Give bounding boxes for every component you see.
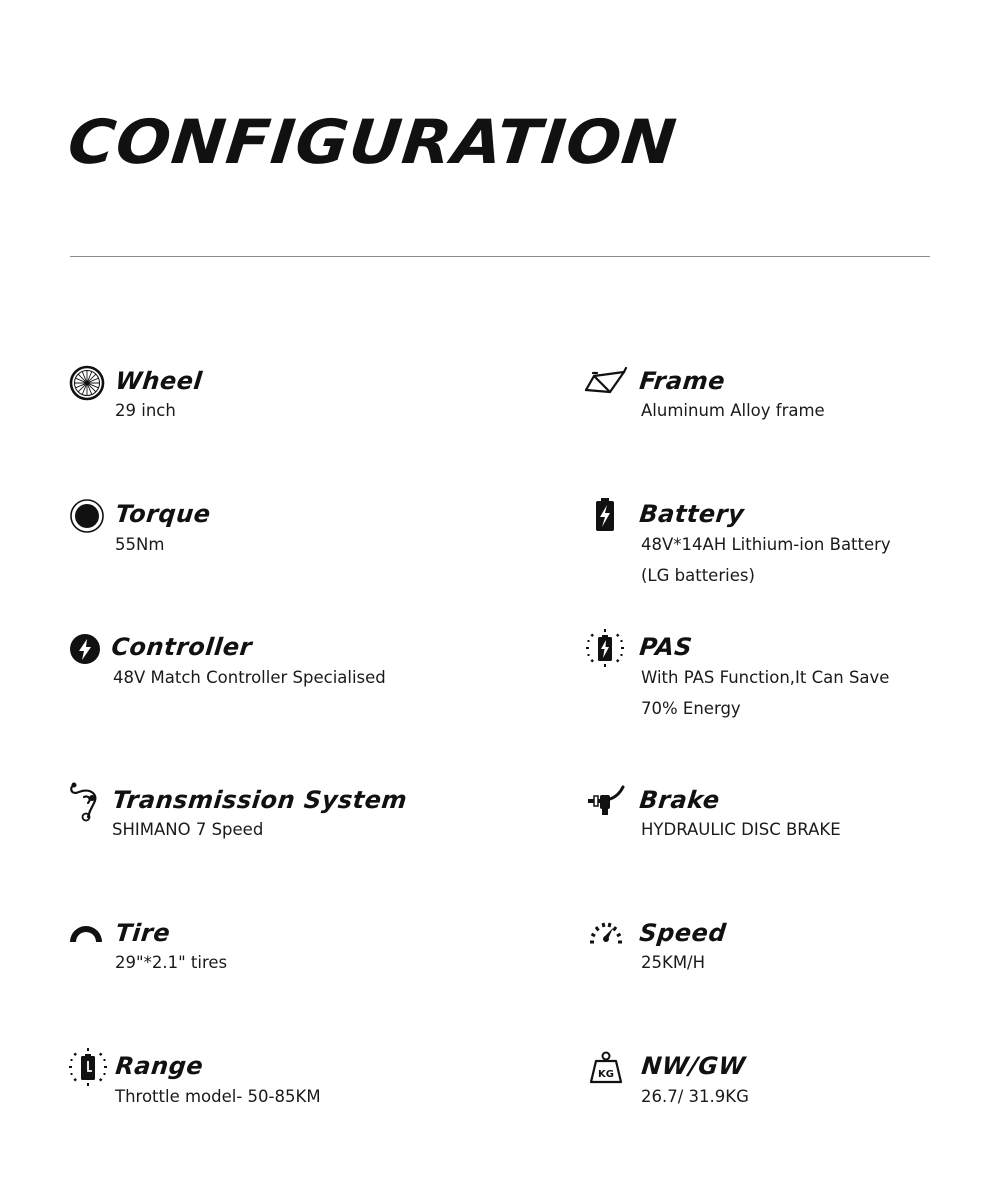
battery-icon (590, 496, 620, 534)
range-battery-icon (68, 1047, 108, 1087)
derailleur-icon (68, 781, 102, 823)
spec-label: Speed (638, 919, 728, 947)
spec-label: Battery (638, 500, 746, 528)
brake-lever-icon (586, 783, 626, 819)
spec-value: With PAS Function,It Can Save 70% Energy (641, 668, 890, 718)
speedometer-icon (587, 918, 625, 946)
spec-value: Throttle model- 50-85KM (115, 1087, 321, 1106)
spec-label: Range (114, 1052, 205, 1080)
spec-value: 29 inch (115, 401, 176, 420)
svg-text:KG: KG (598, 1069, 614, 1080)
weight-icon (588, 1050, 624, 1086)
spec-label: Controller (110, 633, 254, 661)
spec-label: PAS (638, 633, 694, 661)
spec-label: Tire (114, 919, 172, 947)
spec-value: 48V*14AH Lithium-ion Battery (LG batteries) (641, 535, 891, 585)
spec-value: 29"*2.1" tires (115, 953, 228, 972)
spec-value: 55Nm (115, 535, 165, 554)
spec-label: Brake (638, 786, 722, 814)
spec-value: 25KM/H (641, 953, 706, 972)
spec-value: SHIMANO 7 Speed (112, 820, 264, 839)
spec-value: HYDRAULIC DISC BRAKE (641, 820, 841, 839)
spec-label: Wheel (114, 367, 204, 395)
page-title: CONFIGURATION (64, 108, 681, 179)
title-divider (70, 256, 930, 257)
spec-value: 26.7/ 31.9KG (641, 1087, 749, 1106)
wheel-icon (68, 364, 106, 402)
spec-label: Frame (638, 367, 727, 395)
spec-label: Transmission System (111, 786, 409, 814)
spec-value: Aluminum Alloy frame (641, 401, 825, 420)
pas-icon (585, 628, 625, 668)
spec-label: Torque (114, 500, 213, 528)
tire-icon (68, 918, 104, 946)
torque-icon (68, 497, 106, 535)
frame-icon (584, 362, 628, 400)
spec-label: NW/GW (640, 1052, 747, 1080)
spec-value: 48V Match Controller Specialised (113, 668, 386, 687)
controller-icon (68, 632, 102, 666)
